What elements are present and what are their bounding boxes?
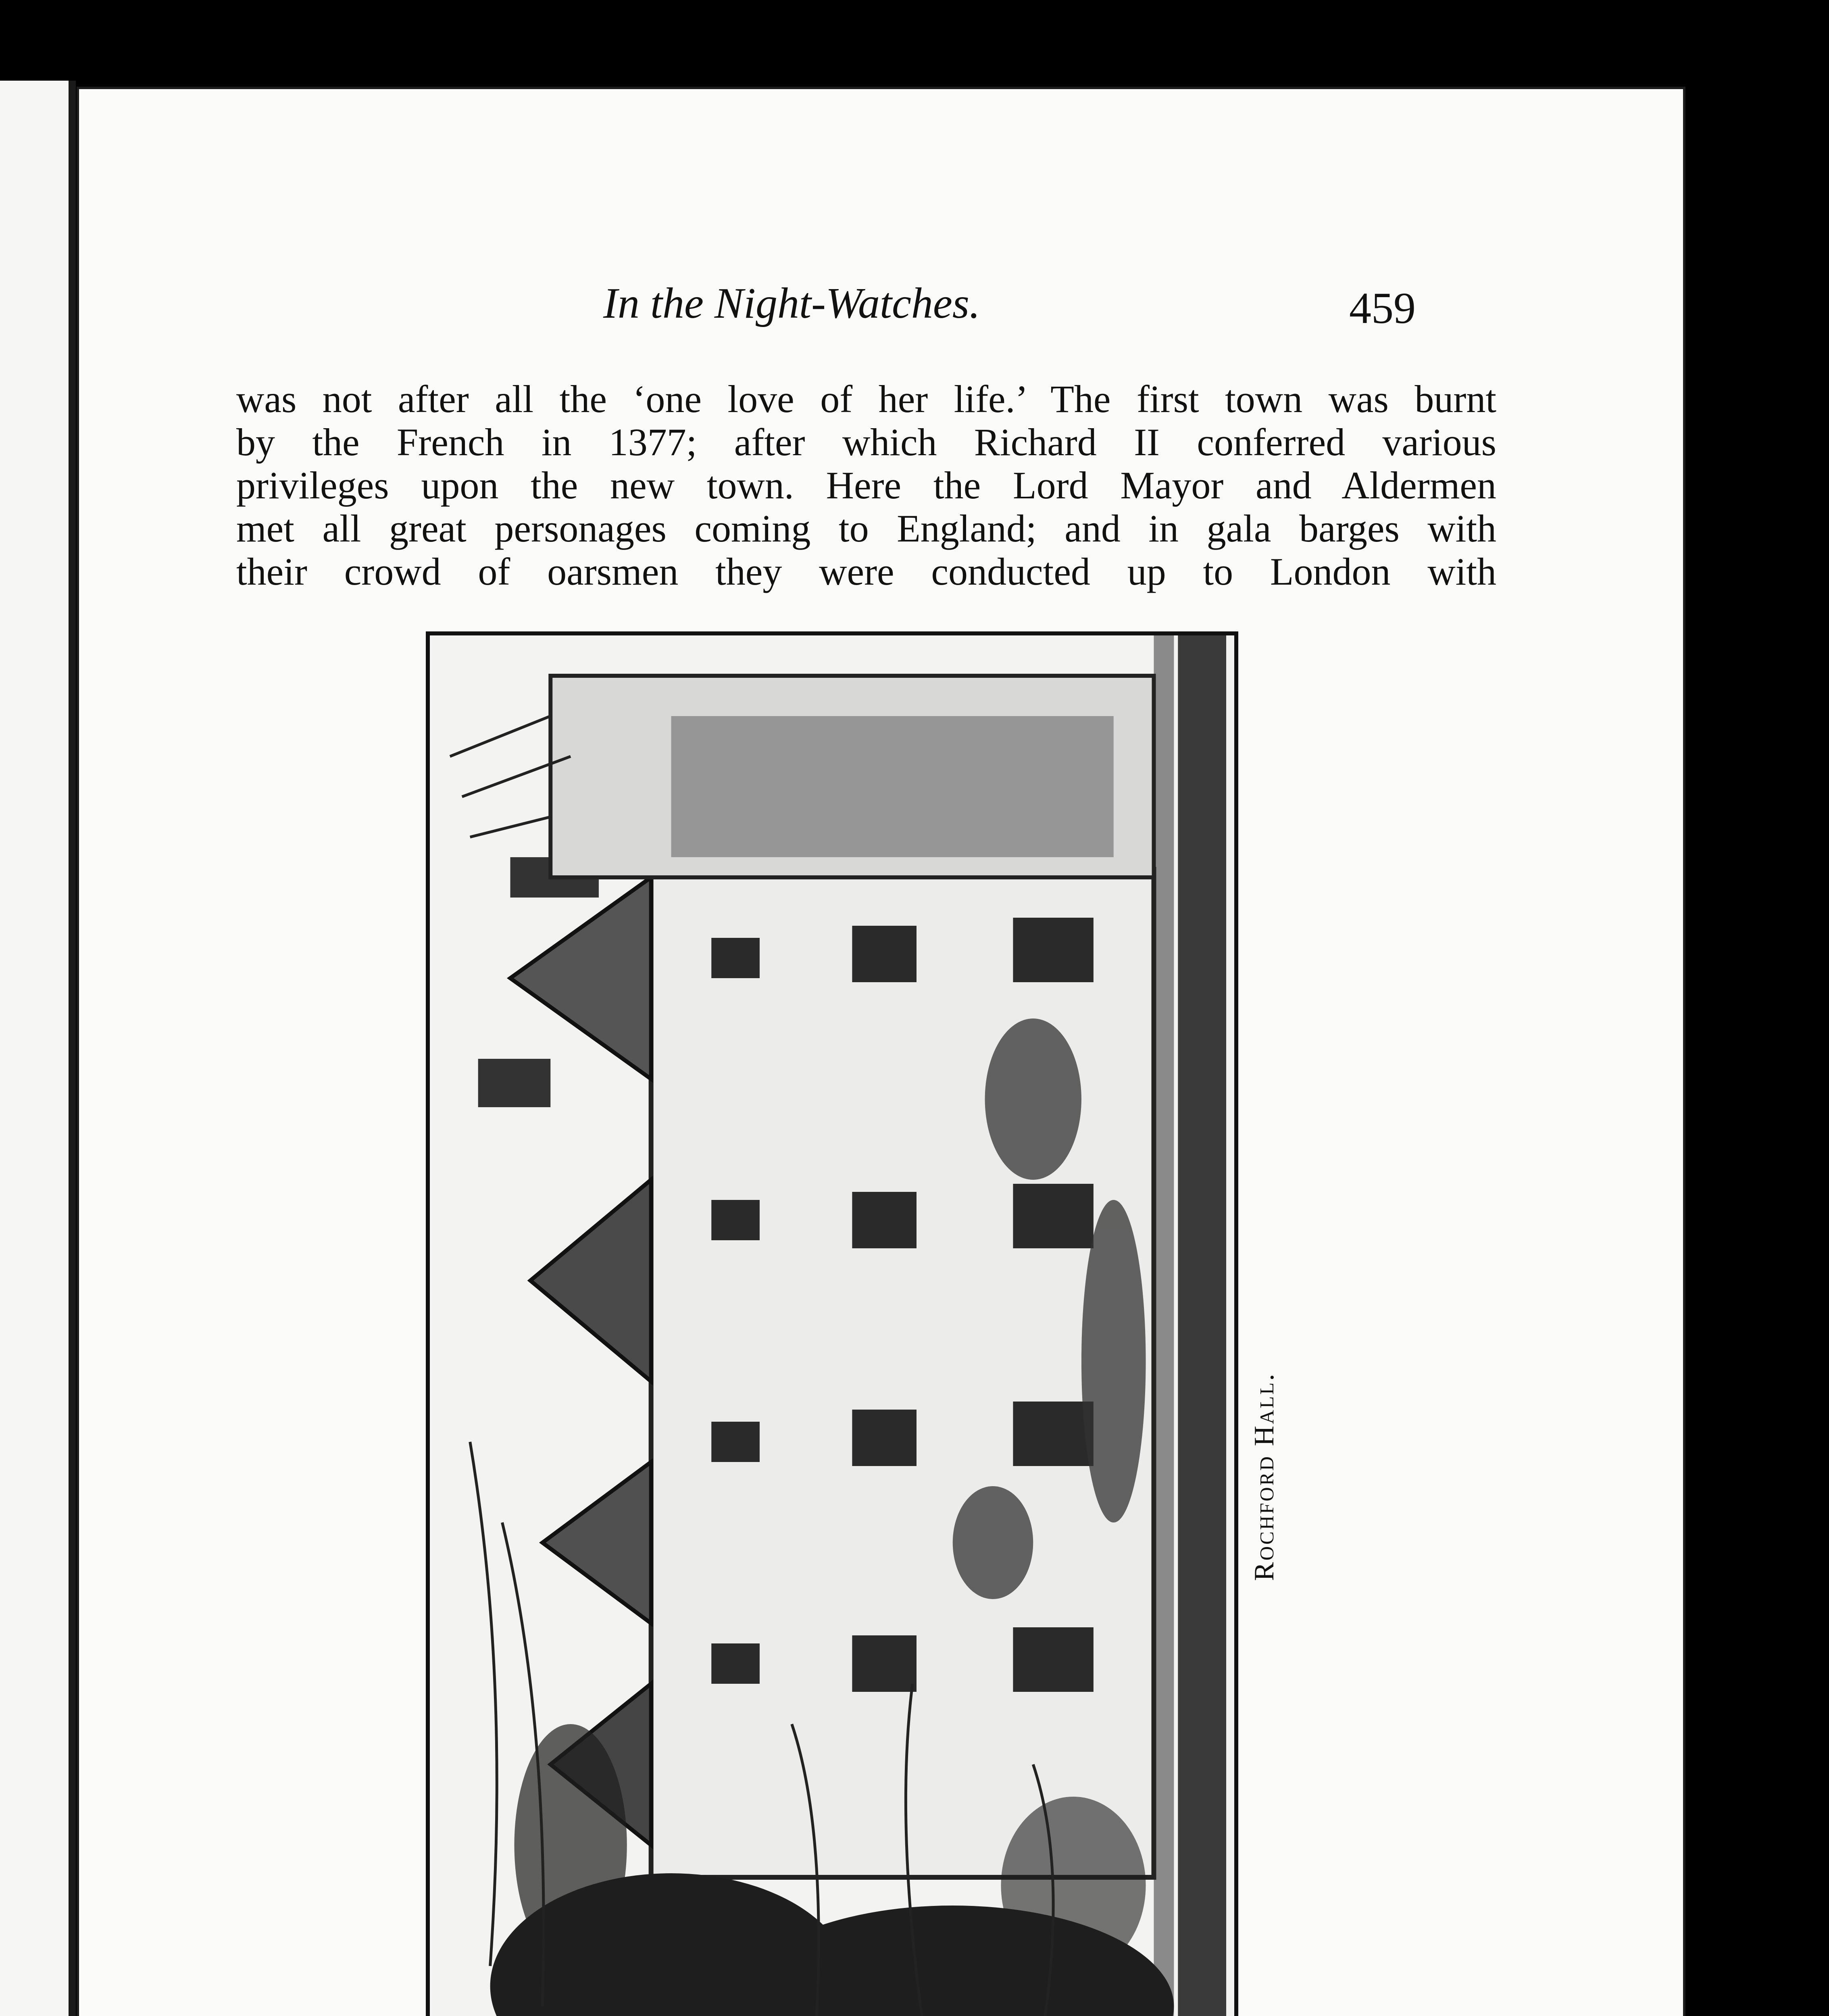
text-line: was not after all the ‘one love of her life.’ The first town was burnt: [236, 377, 1496, 421]
page-number: 459: [1349, 283, 1416, 333]
page-header: [79, 279, 1683, 359]
text-line: met all great personages coming to England; and in gala barges with: [236, 507, 1496, 550]
text-line: by the French in 1377; after which Richard II conferred various: [236, 421, 1496, 464]
text-line: their crowd of oarsmen they were conducted up to London with: [236, 550, 1496, 593]
facing-page-edge: [0, 81, 76, 2016]
running-title: In the Night-Watches.: [603, 279, 980, 327]
illustration-rochford-hall: [426, 631, 1238, 2016]
engraving-drawing: [430, 635, 1234, 2016]
body-paragraph-top: [236, 377, 1496, 593]
text-line: privileges upon the new town. Here the Lord Mayor and Aldermen: [236, 464, 1496, 507]
figure-caption: Rochford Hall.: [1249, 1372, 1280, 1581]
book-page: [77, 87, 1685, 2016]
